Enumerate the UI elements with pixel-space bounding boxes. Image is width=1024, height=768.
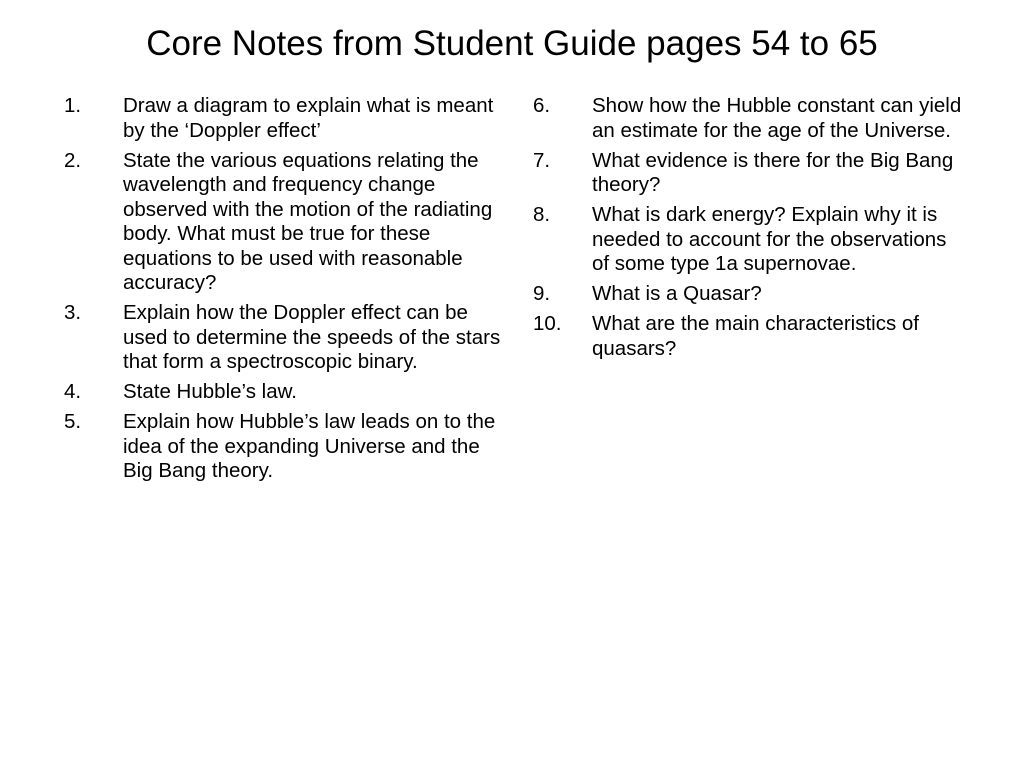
- question-item-3: [64, 301, 504, 375]
- question-item-6: [533, 94, 963, 143]
- question-number: 1.: [64, 94, 82, 117]
- question-text: What evidence is there for the Big Bang theory?: [592, 148, 954, 196]
- question-item-7: [533, 149, 963, 198]
- question-text: What are the main characteristics of quasars?: [592, 312, 919, 360]
- question-item-5: [64, 410, 504, 484]
- question-text: Draw a diagram to explain what is meant by the ‘Doppler effect’: [123, 94, 494, 142]
- question-number: 4.: [64, 380, 82, 403]
- question-text: State Hubble’s law.: [123, 380, 297, 403]
- question-number: 10.: [533, 312, 562, 335]
- question-item-4: [64, 380, 504, 405]
- question-number: 2.: [64, 148, 82, 172]
- question-number: 8.: [533, 203, 551, 226]
- question-text: Explain how Hubble’s law leads on to the idea of the expanding Universe and the Big Bang theory.: [123, 410, 496, 482]
- question-text: State the various equations relating the wavelength and frequency change observed with the motion of the radiating body. What must be true for these equations to be used with reasonable accuracy?: [123, 148, 493, 294]
- question-number: 9.: [533, 282, 551, 305]
- question-text: What is dark energy? Explain why it is needed to account for the observations of some type 1a supernovae.: [592, 203, 947, 275]
- question-item-2: [64, 149, 504, 296]
- question-number: 7.: [533, 148, 551, 172]
- question-item-1: [64, 94, 504, 143]
- question-item-8: [533, 203, 963, 277]
- question-text: Show how the Hubble constant can yield an estimate for the age of the Universe.: [592, 94, 962, 142]
- question-text: Explain how the Doppler effect can be used to determine the speeds of the stars that form a spectroscopic binary.: [123, 301, 501, 373]
- question-text: What is a Quasar?: [592, 282, 762, 305]
- question-item-10: [533, 312, 963, 361]
- questions-list-right: [533, 94, 963, 367]
- slide-title: Core Notes from Student Guide pages 54 to 65: [146, 24, 878, 63]
- question-number: 6.: [533, 94, 551, 117]
- question-number: 5.: [64, 410, 82, 433]
- question-number: 3.: [64, 301, 82, 324]
- question-item-9: [533, 282, 963, 307]
- questions-list-left: [64, 94, 504, 489]
